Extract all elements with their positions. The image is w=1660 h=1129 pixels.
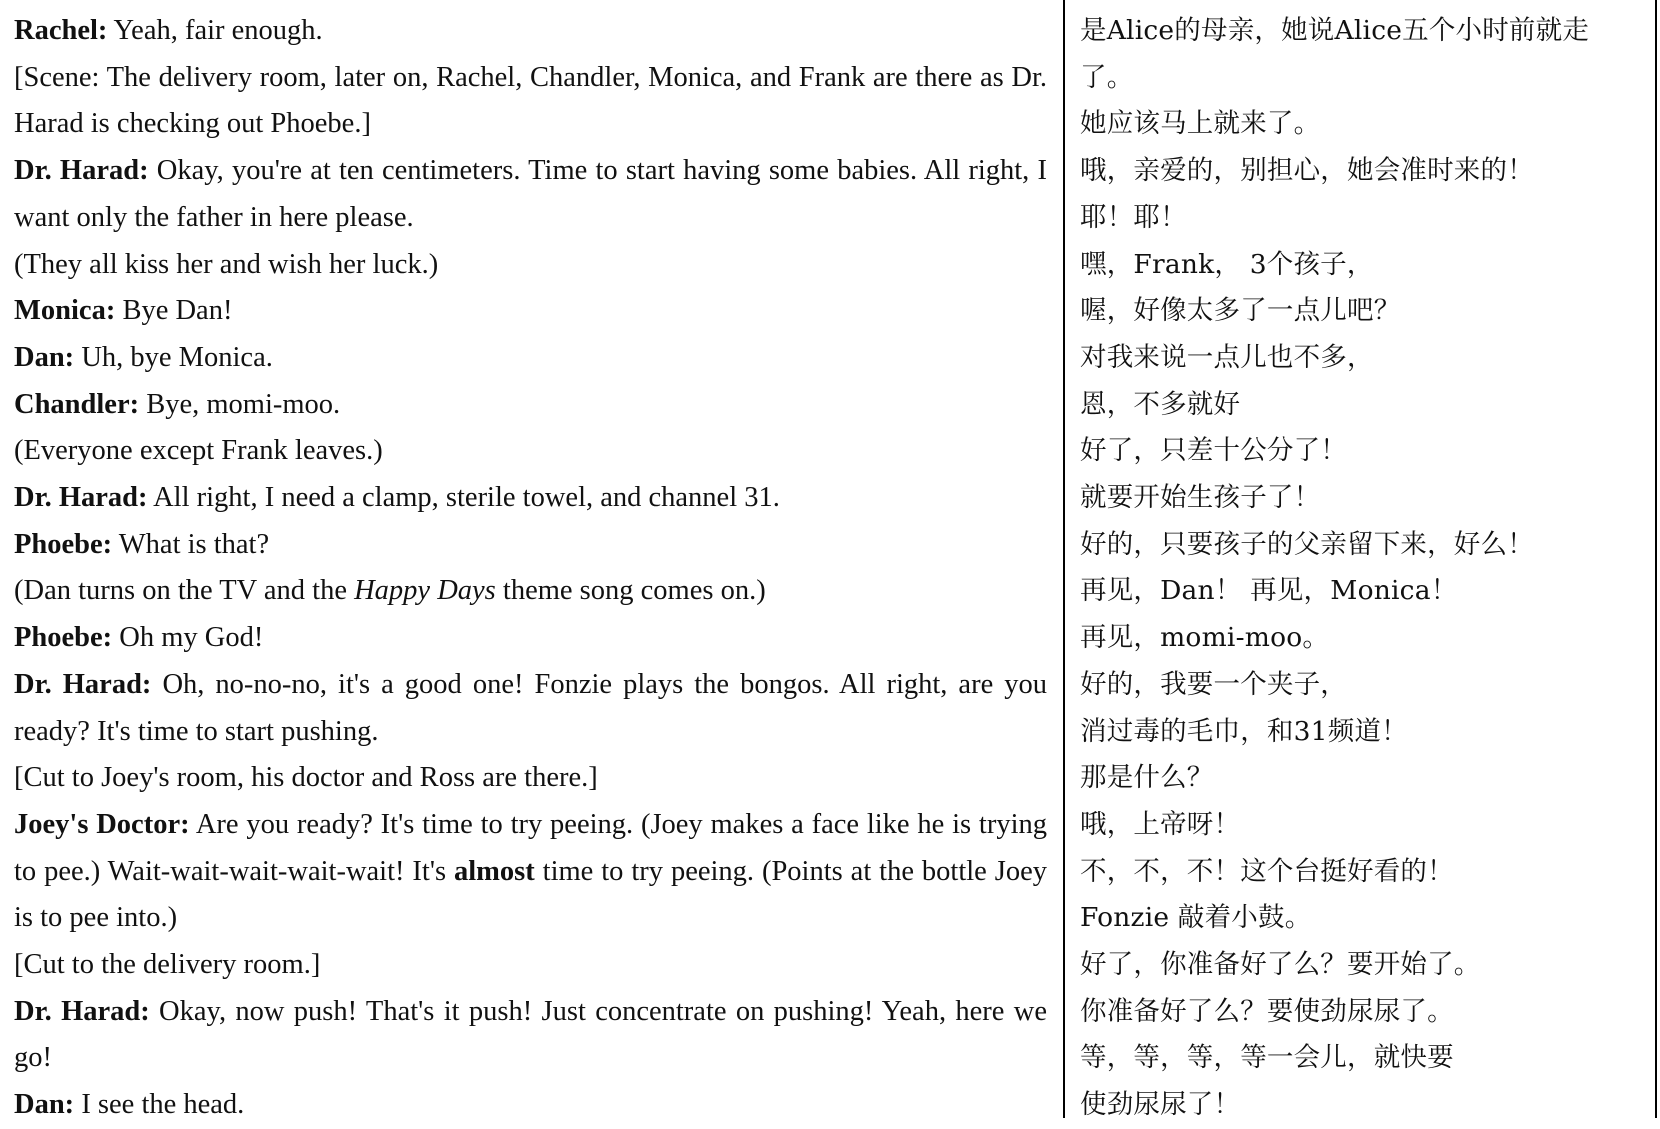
line-text: Okay, you're at ten centimeters. Time to start having some babies. All right, I want only the father in here please.	[14, 155, 1047, 233]
dialogue-line	[14, 802, 1047, 942]
speaker-name: Phoebe:	[14, 528, 113, 560]
speaker-name: Dr. Harad:	[14, 155, 149, 187]
translation-line: 耶！耶！	[1080, 201, 1187, 233]
translation-line: 等，等，等，等一会儿，就快要	[1080, 1042, 1454, 1074]
line-text: Are you ready? It's time to try peeing. (Joey makes a face like he is trying to pee.) Wait-wait-wait-wait-wait! It's	[14, 808, 1047, 887]
stage-direction	[14, 568, 1047, 615]
stage-direction	[14, 242, 1047, 289]
line-text: All right, I need a clamp, sterile towel, and channel 31.	[147, 482, 780, 514]
dialogue-line	[14, 522, 1047, 569]
emphasis-word: almost	[454, 855, 535, 887]
line-text: [Cut to Joey's room, his doctor and Ross are there.]	[14, 762, 598, 794]
stage-direction	[14, 755, 1047, 802]
dialogue-line	[14, 8, 1047, 55]
dialogue-line	[14, 382, 1047, 429]
line-text: I see the head.	[74, 1089, 245, 1121]
dialogue-line	[14, 1082, 1047, 1129]
column-divider	[1063, 0, 1065, 1118]
line-text: (They all kiss her and wish her luck.)	[14, 248, 439, 280]
translation-line: 那是什么？	[1080, 762, 1214, 794]
translation-line: 对我来说一点儿也不多，	[1080, 341, 1374, 373]
line-text: Yeah, fair enough.	[107, 15, 323, 46]
translation-line: 喔，好像太多了一点儿吧？	[1080, 295, 1401, 327]
speaker-name: Dan:	[14, 341, 75, 373]
translation-line: 再见，momi-moo。	[1080, 622, 1330, 654]
line-text: Okay, now push! That's it push! Just concentrate on pushing! Yeah, here we go!	[14, 995, 1047, 1074]
dialogue-line	[14, 475, 1047, 522]
translation-line: 消过毒的毛巾，和31频道！	[1080, 715, 1408, 747]
line-text: What is that?	[112, 528, 270, 560]
translation-line: 不，不，不！这个台挺好看的！	[1080, 855, 1454, 887]
chinese-column	[1080, 8, 1650, 1129]
translation-line: 恩，不多就好	[1080, 388, 1241, 420]
translation-line: 嘿，Frank， 3个孩子，	[1080, 248, 1374, 280]
speaker-name: Monica:	[14, 295, 116, 327]
translation-line: 好了，你准备好了么？要开始了。	[1080, 949, 1481, 981]
stage-direction	[14, 428, 1047, 475]
line-text: (Everyone except Frank leaves.)	[14, 435, 383, 467]
translation-line: 好的，我要一个夹子，	[1080, 668, 1347, 700]
translation-line: 好了，只差十公分了！	[1080, 435, 1347, 467]
line-text: Oh, no-no-no, it's a good one! Fonzie plays the bongos. All right, are you ready? It's time to start pushing.	[14, 668, 1047, 747]
translation-line: 哦，上帝呀！	[1080, 808, 1241, 840]
translation-line: 好的，只要孩子的父亲留下来，好么！	[1080, 528, 1534, 560]
line-text: Oh my God!	[112, 622, 264, 654]
speaker-name: Dan:	[14, 1089, 75, 1121]
translation-line: 使劲尿尿了！	[1080, 1089, 1241, 1121]
speaker-name: Dr. Harad:	[14, 482, 148, 514]
translation-line: 是Alice的母亲，她说Alice五个小时前就走	[1080, 15, 1590, 46]
line-text: theme song comes on.)	[495, 575, 766, 607]
line-text: Uh, bye Monica.	[74, 341, 273, 373]
dialogue-line	[14, 989, 1047, 1082]
translation-line: 再见，Dan！ 再见，Monica！	[1080, 575, 1458, 607]
speaker-name: Chandler:	[14, 388, 140, 420]
translation-line: 她应该马上就来了。	[1080, 108, 1321, 140]
stage-direction	[14, 942, 1047, 989]
speaker-name: Dr. Harad:	[14, 668, 152, 700]
line-text: Bye Dan!	[115, 295, 233, 327]
dialogue-line	[14, 615, 1047, 662]
speaker-name: Joey's Doctor:	[14, 808, 190, 840]
english-column	[14, 8, 1047, 1129]
translation-line: 了。	[1080, 61, 1134, 93]
dialogue-line	[14, 662, 1047, 755]
stage-direction	[14, 55, 1047, 148]
right-border	[1655, 0, 1657, 1118]
speaker-name: Dr. Harad:	[14, 995, 150, 1027]
dialogue-line	[14, 148, 1047, 241]
line-text: time to try peeing. (Points at the bottle Joey is to pee into.)	[14, 855, 1047, 934]
dialogue-line	[14, 288, 1047, 335]
speaker-name: Rachel:	[14, 15, 108, 46]
translation-line: 就要开始生孩子了！	[1080, 482, 1321, 514]
dialogue-line	[14, 335, 1047, 382]
show-title: Happy Days	[354, 575, 496, 607]
translation-line: Fonzie 敲着小鼓。	[1080, 902, 1312, 934]
line-text: [Cut to the delivery room.]	[14, 949, 321, 981]
line-text: [Scene: The delivery room, later on, Rachel, Chandler, Monica, and Frank are there as Dr. Harad is checking out Phoebe.]	[14, 61, 1047, 140]
line-text: (Dan turns on the TV and the	[14, 575, 355, 607]
line-text: Bye, momi-moo.	[139, 388, 341, 420]
translation-line: 你准备好了么？要使劲尿尿了。	[1080, 995, 1454, 1027]
speaker-name: Phoebe:	[14, 622, 113, 654]
translation-line: 哦，亲爱的，别担心，她会准时来的！	[1080, 155, 1534, 187]
